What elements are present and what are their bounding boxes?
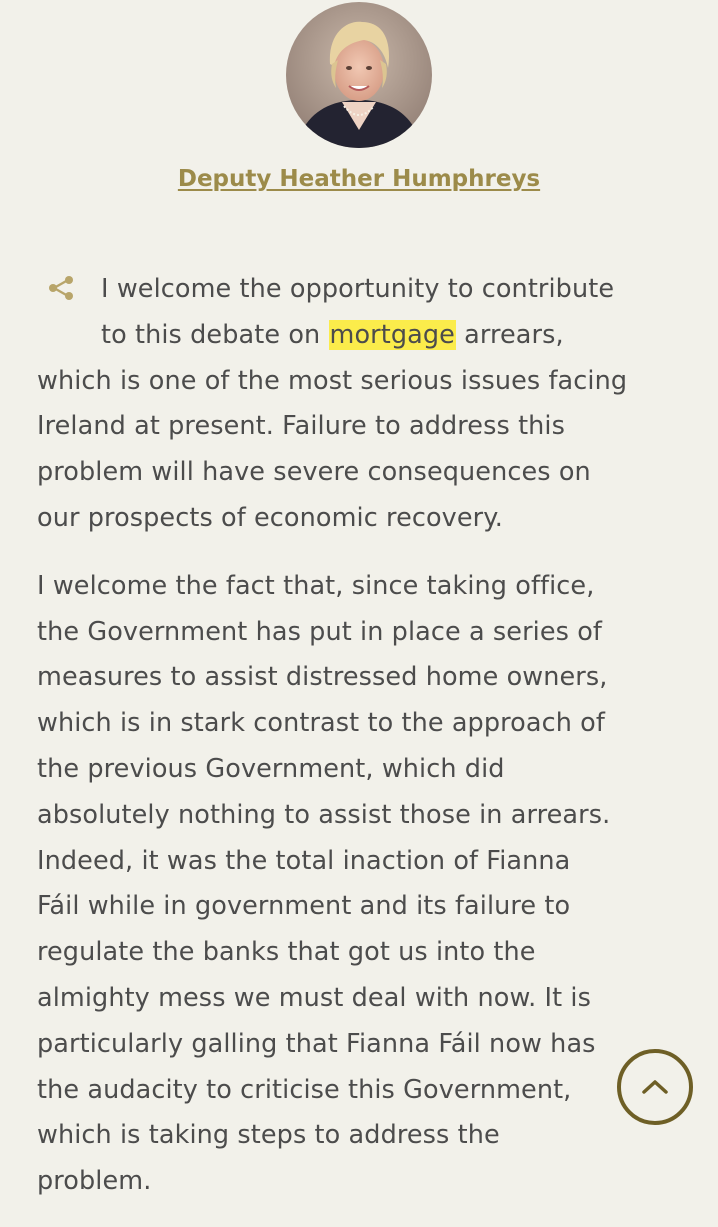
speaker-portrait	[286, 2, 432, 148]
chevron-up-icon	[640, 1077, 670, 1097]
search-term-highlight: mortgage	[329, 319, 455, 350]
speech-line: particularly galling that Fianna Fáil now has	[37, 1028, 596, 1059]
speech-line: the previous Government, which did	[37, 753, 505, 784]
speech-body	[37, 267, 687, 1227]
speech-line: which is one of the most serious issues facing	[37, 365, 628, 396]
speech-line: absolutely nothing to assist those in arrears.	[37, 799, 611, 830]
speech-line: I welcome the fact that, since taking office,	[37, 570, 595, 601]
speech-line: Indeed, it was the total inaction of Fianna	[37, 845, 571, 876]
speech-line: I welcome the opportunity to contribute	[101, 274, 615, 304]
speech-paragraph	[37, 267, 687, 542]
speaker-avatar[interactable]	[286, 2, 432, 148]
speech-line: Ireland at present. Failure to address this	[37, 411, 565, 442]
speech-line: measures to assist distressed home owners,	[37, 662, 608, 693]
speech-line: our prospects of economic recovery.	[37, 502, 503, 533]
speech-line: which is in stark contrast to the approach of	[37, 708, 605, 739]
speech-line: almighty mess we must deal with now. It is	[37, 982, 592, 1013]
speech-line: the Government has put in place a series of	[37, 616, 603, 647]
speaker-name-link[interactable]: Deputy Heather Humphreys	[177, 166, 541, 192]
speech-paragraph	[37, 564, 687, 1205]
speech-line: problem will have severe consequences on	[37, 457, 591, 488]
speech-line: to this debate on mortgage arrears,	[101, 319, 564, 350]
speech-line: regulate the banks that got us into the	[37, 937, 536, 968]
scroll-to-top-button[interactable]	[617, 1049, 693, 1125]
speech-line: Fáil while in government and its failure to	[37, 891, 571, 922]
speech-line: which is taking steps to address the	[37, 1120, 500, 1151]
speech-line: the audacity to criticise this Government,	[37, 1074, 572, 1105]
speech-line: problem.	[37, 1166, 152, 1197]
